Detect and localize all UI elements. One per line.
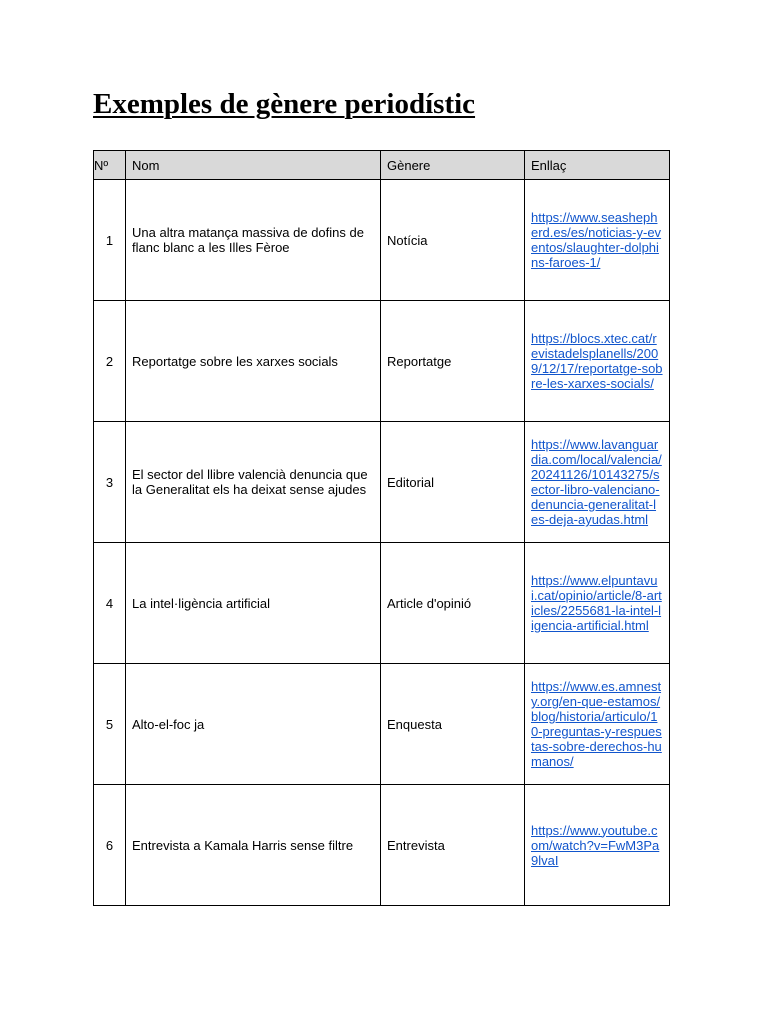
header-enllac: Enllaç <box>525 151 670 180</box>
genres-table <box>93 150 670 906</box>
row-genere: Article d'opinió <box>381 543 525 664</box>
header-nom: Nom <box>126 151 381 180</box>
row-nom: La intel·ligència artificial <box>126 543 381 664</box>
header-genere: Gènere <box>381 151 525 180</box>
row-num: 5 <box>94 664 126 785</box>
row-nom: Alto-el-foc ja <box>126 664 381 785</box>
table-header-row <box>94 151 670 180</box>
row-genere: Editorial <box>381 422 525 543</box>
row-link[interactable]: https://blocs.xtec.cat/revistadelsplanells/2009/12/17/reportatge-sobre-les-xarxes-socials/ <box>531 331 663 391</box>
row-num: 2 <box>94 301 126 422</box>
row-link[interactable]: https://www.lavanguardia.com/local/valencia/20241126/10143275/sector-libro-valenciano-denuncia-generalitat-les-deja-ayudas.html <box>531 437 662 527</box>
row-nom: El sector del llibre valencià denuncia que la Generalitat els ha deixat sense ajudes <box>126 422 381 543</box>
table-row <box>94 180 670 301</box>
row-link[interactable]: https://www.youtube.com/watch?v=FwM3Pa9lvaI <box>531 822 660 868</box>
row-link[interactable]: https://www.seashepherd.es/es/noticias-y-eventos/slaughter-dolphins-faroes-1/ <box>531 210 662 270</box>
page-title: Exemples de gènere periodístic <box>93 88 476 120</box>
table-row <box>94 301 670 422</box>
row-link[interactable]: https://www.es.amnesty.org/en-que-estamos/blog/historia/articulo/10-preguntas-y-respuestas-sobre-derechos-humanos/ <box>531 679 662 769</box>
table-row <box>94 422 670 543</box>
row-genere: Entrevista <box>381 785 525 906</box>
row-num: 3 <box>94 422 126 543</box>
row-genere: Enquesta <box>381 664 525 785</box>
row-genere: Notícia <box>381 180 525 301</box>
row-genere: Reportatge <box>381 301 525 422</box>
row-num: 1 <box>94 180 126 301</box>
table-row <box>94 785 670 906</box>
table-row <box>94 543 670 664</box>
row-nom: Una altra matança massiva de dofins de flanc blanc a les Illes Fèroe <box>126 180 381 301</box>
row-nom: Entrevista a Kamala Harris sense filtre <box>126 785 381 906</box>
row-num: 6 <box>94 785 126 906</box>
row-nom: Reportatge sobre les xarxes socials <box>126 301 381 422</box>
row-num: 4 <box>94 543 126 664</box>
row-link[interactable]: https://www.elpuntavui.cat/opinio/article/8-articles/2255681-la-intel-ligencia-artificial.html <box>531 573 662 633</box>
table-row <box>94 664 670 785</box>
header-num: Nº <box>94 151 126 180</box>
